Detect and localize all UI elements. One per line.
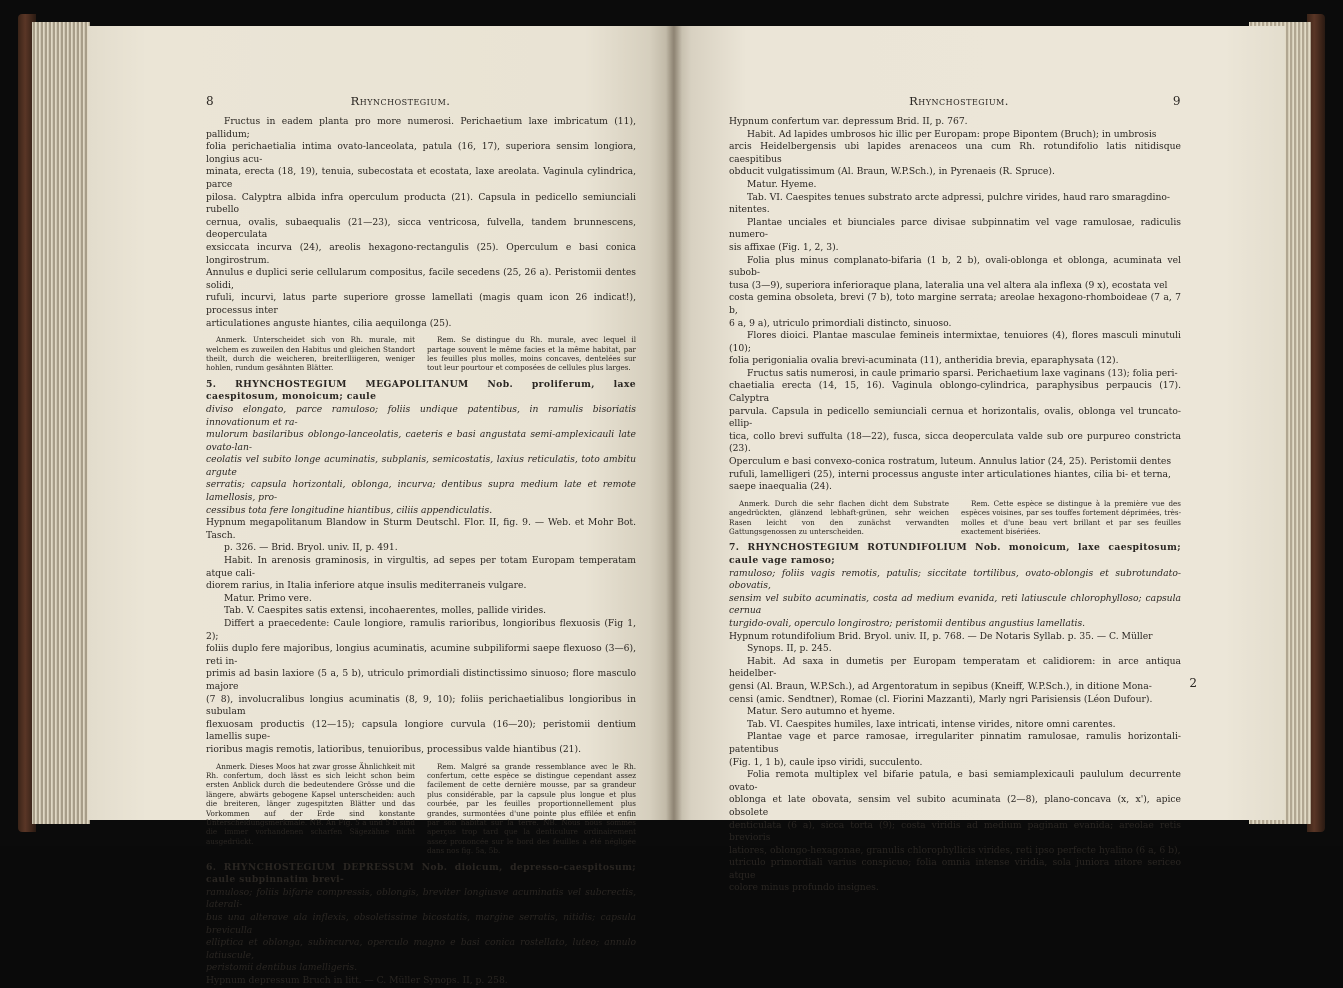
species-7-diagnosis [729, 542, 1181, 630]
footnote-pair [206, 335, 636, 373]
note-french: Rem. Cette espèce se distingue à la première vue des espèces voisines, par ses touffes fortement déprimées, très-molles et d'une beau vert brillant et par ses feuilles exactement bisériées. [961, 498, 1181, 537]
intro-line: exsiccata incurva (24), areolis hexagono-rectangulis (25). Operculum e basi conica longirostrum. [206, 241, 636, 266]
diagnosis-line: peristomii dentibus lamelligeris. [206, 962, 358, 974]
folia-line: oblonga et late obovata, sensim vel subito acuminata (2—8), plano-concava (x, x'), apice obsolete [729, 794, 1181, 818]
description-line: flexuosam productis (12—15); capsula longiore curvula (16—20); peristomii dentium lamellis supe- [206, 718, 636, 743]
left-page [88, 26, 673, 986]
intro-line: cernua, ovalis, subaequalis (21—23), sicca ventricosa, fulvella, tandem brunnescens, deoperculata [206, 216, 636, 241]
maturity-line: Matur. Sero autumno et hyeme. [747, 706, 896, 718]
right-page-number: 9 [1172, 94, 1181, 108]
synonym-reference: Synops. II, p. 245. [747, 643, 832, 655]
species-heading: 7. RHYNCHOSTEGIUM ROTUNDIFOLIUM Nob. monoicum, laxe caespitosum; caule vage ramoso; [729, 542, 1181, 567]
fructus-line: rufuli, lamelligeri (25), interni processus anguste inter articulationes hiantes, cilia bi- et terna, [729, 468, 1171, 480]
habitat-line: Habit. Ad saxa in dumetis per Europam temperatam et calidiorem: in arce antiqua heidelber- [729, 655, 1181, 680]
synonym-reference: p. 326. — Brid. Bryol. univ. II, p. 491. [224, 542, 398, 554]
diagnosis-line: serratis; capsula horizontali, oblonga, incurva; dentibus supra medium late et remote lamellosis, pro- [206, 479, 636, 504]
intro-line: Fructus in eadem planta pro more numerosi. Perichaetium laxe imbricatum (11), pallidum; [206, 116, 636, 140]
footnote-pair [206, 762, 636, 856]
folia-line: utriculo primordiali varius conspicuo; folia omnia intense viridia, sola juniora nitore sericeo atque [729, 857, 1181, 881]
intro-line: folia perichaetialia intima ovato-lanceolata, patula (16, 17), superiora sensim longiora, longius acu- [206, 141, 636, 165]
habitat-line: censi (amic. Sendtner), Romae (cl. Fiorini Mazzanti), Marly ngri Parisiensis (Léon Dufour). [729, 693, 1153, 705]
description-line: foliis duplo fere majoribus, longius acuminatis, acumine subpiliformi saepe flexuoso (3—6), reti in- [206, 643, 636, 667]
habitat-line: Habit. Ad lapides umbrosos hic illic per Europam: prope Bipontem (Bruch); in umbrosis [747, 128, 1157, 140]
signature-mark: 2 [1189, 676, 1197, 690]
right-page-header [673, 94, 1285, 112]
note-german: Anmerk. Dieses Moos hat zwar grosse Ähnlichkeit mit Rh. confertum, doch lässt es sich leicht schon beim ersten Anblick durch die bedeutendere Grösse und die längere, abwärts gebogene Kapsel unterscheiden: auch die breiteren, länger zugespitzten Blätter und das Vorkommen auf der Erde sind konstante Unterscheidungsmerkmale. NB. An Fig. 5 a und 5 b sind die immer vorhandenen scharfen Sägezähne nicht ausgedrückt. [206, 761, 415, 846]
folia-line: 6 a, 9 a), utriculo primordiali distincto, sinuoso. [729, 317, 952, 329]
left-page-number: 8 [206, 94, 215, 108]
description-line: Differt a praecedente: Caule longiore, ramulis rarioribus, longioribus flexuosis (Fig 1, 2); [206, 618, 636, 642]
habitat-line: obducit vulgatissimum (Al. Braun, W.P.Sch.), in Pyrenaeis (R. Spruce). [729, 166, 1055, 178]
plantae-line: Plantae vage et parce ramosae, irregulariter pinnatim ramulosae, ramulis horizontali-patentibus [729, 731, 1181, 755]
description-line: (7 8), involucralibus longius acuminatis (8, 9, 10); foliis perichaetialibus longioribus in subulam [206, 693, 636, 718]
intro-line: pilosa. Calyptra albida infra operculum producta (21). Capsula in pedicello semiunciali rubello [206, 191, 636, 216]
folia-line: colore minus profundo insignes. [729, 882, 879, 894]
plate-line: nitentes. [729, 204, 770, 216]
diagnosis-line: ceolatis vel subito longe acuminatis, subplanis, semicostatis, laxius reticulatis, toto ambitu argute [206, 454, 636, 478]
species-5-diagnosis [206, 379, 636, 518]
synonym-reference: Hypnum megapolitanum Blandow in Sturm Deutschl. Flor. II, fig. 9. — Web. et Mohr Bot. Tasch. [206, 517, 636, 541]
plantae-line: Plantae unciales et biunciales parce divisae subpinnatim vel vage ramulosae, radiculis numero- [729, 216, 1181, 241]
book-gutter [666, 26, 682, 820]
folia-line: denticulata (6 a), sicca torta (9); costa viridis ad medium paginam evanida; areolae retis brevioris [729, 819, 1181, 844]
left-page-header [88, 94, 673, 112]
habitat-line: arcis Heidelbergensis ubi lapides arenaceos una cum Rh. rotundifolio latis nitidisque caespitibus [729, 141, 1181, 165]
folia-line: Folia remota multiplex vel bifarie patula, e basi semiamplexicauli paululum decurrente ovato- [729, 769, 1181, 793]
note-french: Rem. Malgré sa grande ressemblance avec le Rh. confertum, cette espèce se distingue cependant assez facilement de cette dernière mousse, par sa grandeur plus considérable, par la capsule plus longue et plus courbée, par les feuilles proportionnellement plus grandes, surmontées d'une pointe plus effilée et enfin par son habitat sur la terre. NB. Nous nous sommes aperçus trop tard que la denticulure ordinairement assez prononcée sur le bord des feuilles a été négligée dans nos fig. 5a, 5b. [427, 761, 636, 856]
footnote-pair [729, 499, 1181, 537]
right-running-title: Rhynchostegium. [909, 94, 1009, 108]
fructus-line: tica, collo brevi suffulta (18—22), fusca, sicca deoperculata valde sub ore purpureo constricta (23). [729, 430, 1181, 455]
flores-line: folia perigonialia ovalia brevi-acuminata (11), antheridia brevia, eparaphysata (12). [729, 355, 1119, 367]
synonym-reference: Hypnum depressum Bruch in litt. — C. Müller Synops. II, p. 258. [206, 974, 508, 986]
description-line: rioribus magis remotis, latioribus, tenuioribus, processibus valde hiantibus (21). [206, 743, 582, 755]
note-german: Anmerk. Unterscheidet sich von Rh. murale, mit welchem es zuweilen den Habitus und gleichen Standort theilt, durch die weicheren, breiterlliigeren, weniger hohlen, rundum gesähnten Blätter. [206, 335, 415, 373]
diagnosis-line: sensim vel subito acuminatis, costa ad medium evanida, reti latiuscule chlorophylloso; capsula cernua [729, 592, 1181, 617]
diagnosis-line: cessibus tota fere longitudine hiantibus, ciliis appendiculatis. [206, 504, 493, 516]
plate-line: Tab. VI. Caespites humiles, laxe intricati, intense virides, nitore omni carentes. [747, 718, 1116, 730]
fructus-line: Operculum e basi convexo-conica rostratum, luteum. Annulus latior (24, 25). Peristomii dentes [729, 456, 1172, 468]
habitat-line: Habit. In arenosis graminosis, in virgultis, ad sepes per totam Europam temperatam atque cali- [206, 555, 636, 579]
diagnosis-line: ramuloso; foliis vagis remotis, patulis; siccitate tortilibus, ovato-oblongis et subrotundato-obovatis, [729, 567, 1181, 592]
note-french: Rem. Se distingue du Rh. murale, avec lequel il partage souvent le même facies et la même habitat, par les feuilles plus molles, moins concaves, dentelées sur tout leur pourtour et composées de cellules plus larges. [427, 335, 636, 373]
plantae-line: (Fig. 1, 1 b), caule ipso viridi, succulento. [729, 756, 923, 768]
flores-line: Flores dioici. Plantae masculae femineis intermixtae, tenuiores (4), flores masculi minutuli (10); [729, 330, 1181, 354]
folia-line: latiores, oblongo-hexagonae, granulis chlorophyllicis virides, reti ipso perfecte hyalino (6 a, 6 b), [729, 844, 1181, 856]
diagnosis-line: diviso elongato, parce ramuloso; foliis undique patentibus, in ramulis bisoriatis innovationum et ra- [206, 403, 636, 428]
page-stack-left [32, 22, 90, 824]
plate-line: Tab. V. Caespites satis extensi, incohaerentes, molles, pallide virides. [224, 605, 547, 617]
maturity-line: Matur. Primo vere. [224, 592, 312, 604]
species-6-diagnosis [206, 862, 636, 975]
fructus-line: saepe inaequalia (24). [729, 481, 832, 493]
intro-line: rufuli, incurvi, latus parte superiore grosse lamellati (magis quam icon 26 indicat!), processus inter [206, 292, 636, 316]
habitat-line: diorem rarius, in Italia inferiore atque insulis mediterraneis vulgare. [206, 580, 527, 592]
left-page-text [206, 116, 636, 988]
intro-line: Annulus e duplici serie cellularum compositus, facile secedens (25, 26 a). Peristomii dentes solidi, [206, 267, 636, 291]
folia-line: tusa (3—9), superiora inferioraque plana, lateralia una vel altera ala inflexa (9 x), ecostata vel [729, 279, 1168, 291]
diagnosis-line: ramuloso; foliis bifarie compressis, oblongis, breviter longiusve acuminatis vel subcrectis, laterali- [206, 886, 636, 911]
fructus-line: Fructus satis numerosi, in caule primario sparsi. Perichaetium laxe vaginans (13); folia peri- [747, 367, 1178, 379]
diagnosis-line: turgido-ovali, operculo longirostro; peristomii dentibus angustius lamellatis. [729, 618, 1086, 629]
right-page [673, 26, 1285, 894]
folia-line: costa gemina obsoleta, brevi (7 b), toto margine serrata; areolae hexagono-rhomboideae (7 a, 7 b, [729, 292, 1181, 316]
left-running-title: Rhynchostegium. [350, 94, 451, 108]
description-line: primis ad basin laxiore (5 a, 5 b), utriculo primordiali distinctissimo sinuoso; flore masculo majore [206, 668, 636, 692]
maturity-line: Matur. Hyeme. [747, 178, 817, 190]
diagnosis-line: bus una alterave ala inflexis, obsoletissime bicostatis, margine serratis, nitidis; capsula breviculla [206, 911, 636, 936]
species-heading: 5. RHYNCHOSTEGIUM MEGAPOLITANUM Nob. proliferum, laxe caespitosum, monoicum; caule [206, 378, 636, 403]
species-heading: 6. RHYNCHOSTEGIUM DEPRESSUM Nob. dioicum, depresso-caespitosum; caule subpinnatim brevi- [206, 861, 636, 886]
synonym-reference: Hypnum rotundifolium Brid. Bryol. univ. II, p. 768. — De Notaris Syllab. p. 35. — C. Müller [729, 630, 1153, 642]
plantae-line: sis affixae (Fig. 1, 2, 3). [729, 241, 839, 253]
plate-line: Tab. VI. Caespites tenues substrato arcte adpressi, pulchre virides, haud raro smaragdino- [747, 191, 1171, 203]
synonym-reference: Hypnum confertum var. depressum Brid. II, p. 767. [729, 116, 968, 127]
diagnosis-line: mulorum basilaribus oblongo-lanceolatis, caeteris e basi angustata semi-amplexicauli late ovato-lan- [206, 429, 636, 453]
intro-line: minata, erecta (18, 19), tenuia, subecostata et ecostata, laxe areolata. Vaginula cylindrica, parce [206, 166, 636, 190]
fructus-line: parvula. Capsula in pedicello semiunciali cernua et horizontalis, ovalis, oblonga vel truncato-ellip- [729, 405, 1181, 430]
note-german: Anmerk. Durch die sehr flachen dicht dem Substrate angedrückten, glänzend lebhaft-grünen, sehr weichen Rasen leicht von den zunächst verwandten Gattungsgenossen zu unterscheiden. [729, 498, 949, 537]
intro-line: articulationes anguste hiantes, cilia aequilonga (25). [206, 317, 452, 329]
diagnosis-line: elliptica et oblonga, subincurva, operculo magno e basi conica rostellato, luteo; annulo latiuscule, [206, 937, 636, 961]
habitat-line: gensi (Al. Braun, W.P.Sch.), ad Argentoratum in sepibus (Kneiff, W.P.Sch.), in ditione Mona- [729, 680, 1152, 692]
folia-line: Folia plus minus complanato-bifaria (1 b, 2 b), ovali-oblonga et oblonga, acuminata vel subob- [729, 254, 1181, 279]
right-page-text [729, 116, 1181, 895]
fructus-line: chaetialia erecta (14, 15, 16). Vaginula oblongo-cylindrica, paraphysibus perpaucis (17). Calyptra [729, 380, 1181, 405]
